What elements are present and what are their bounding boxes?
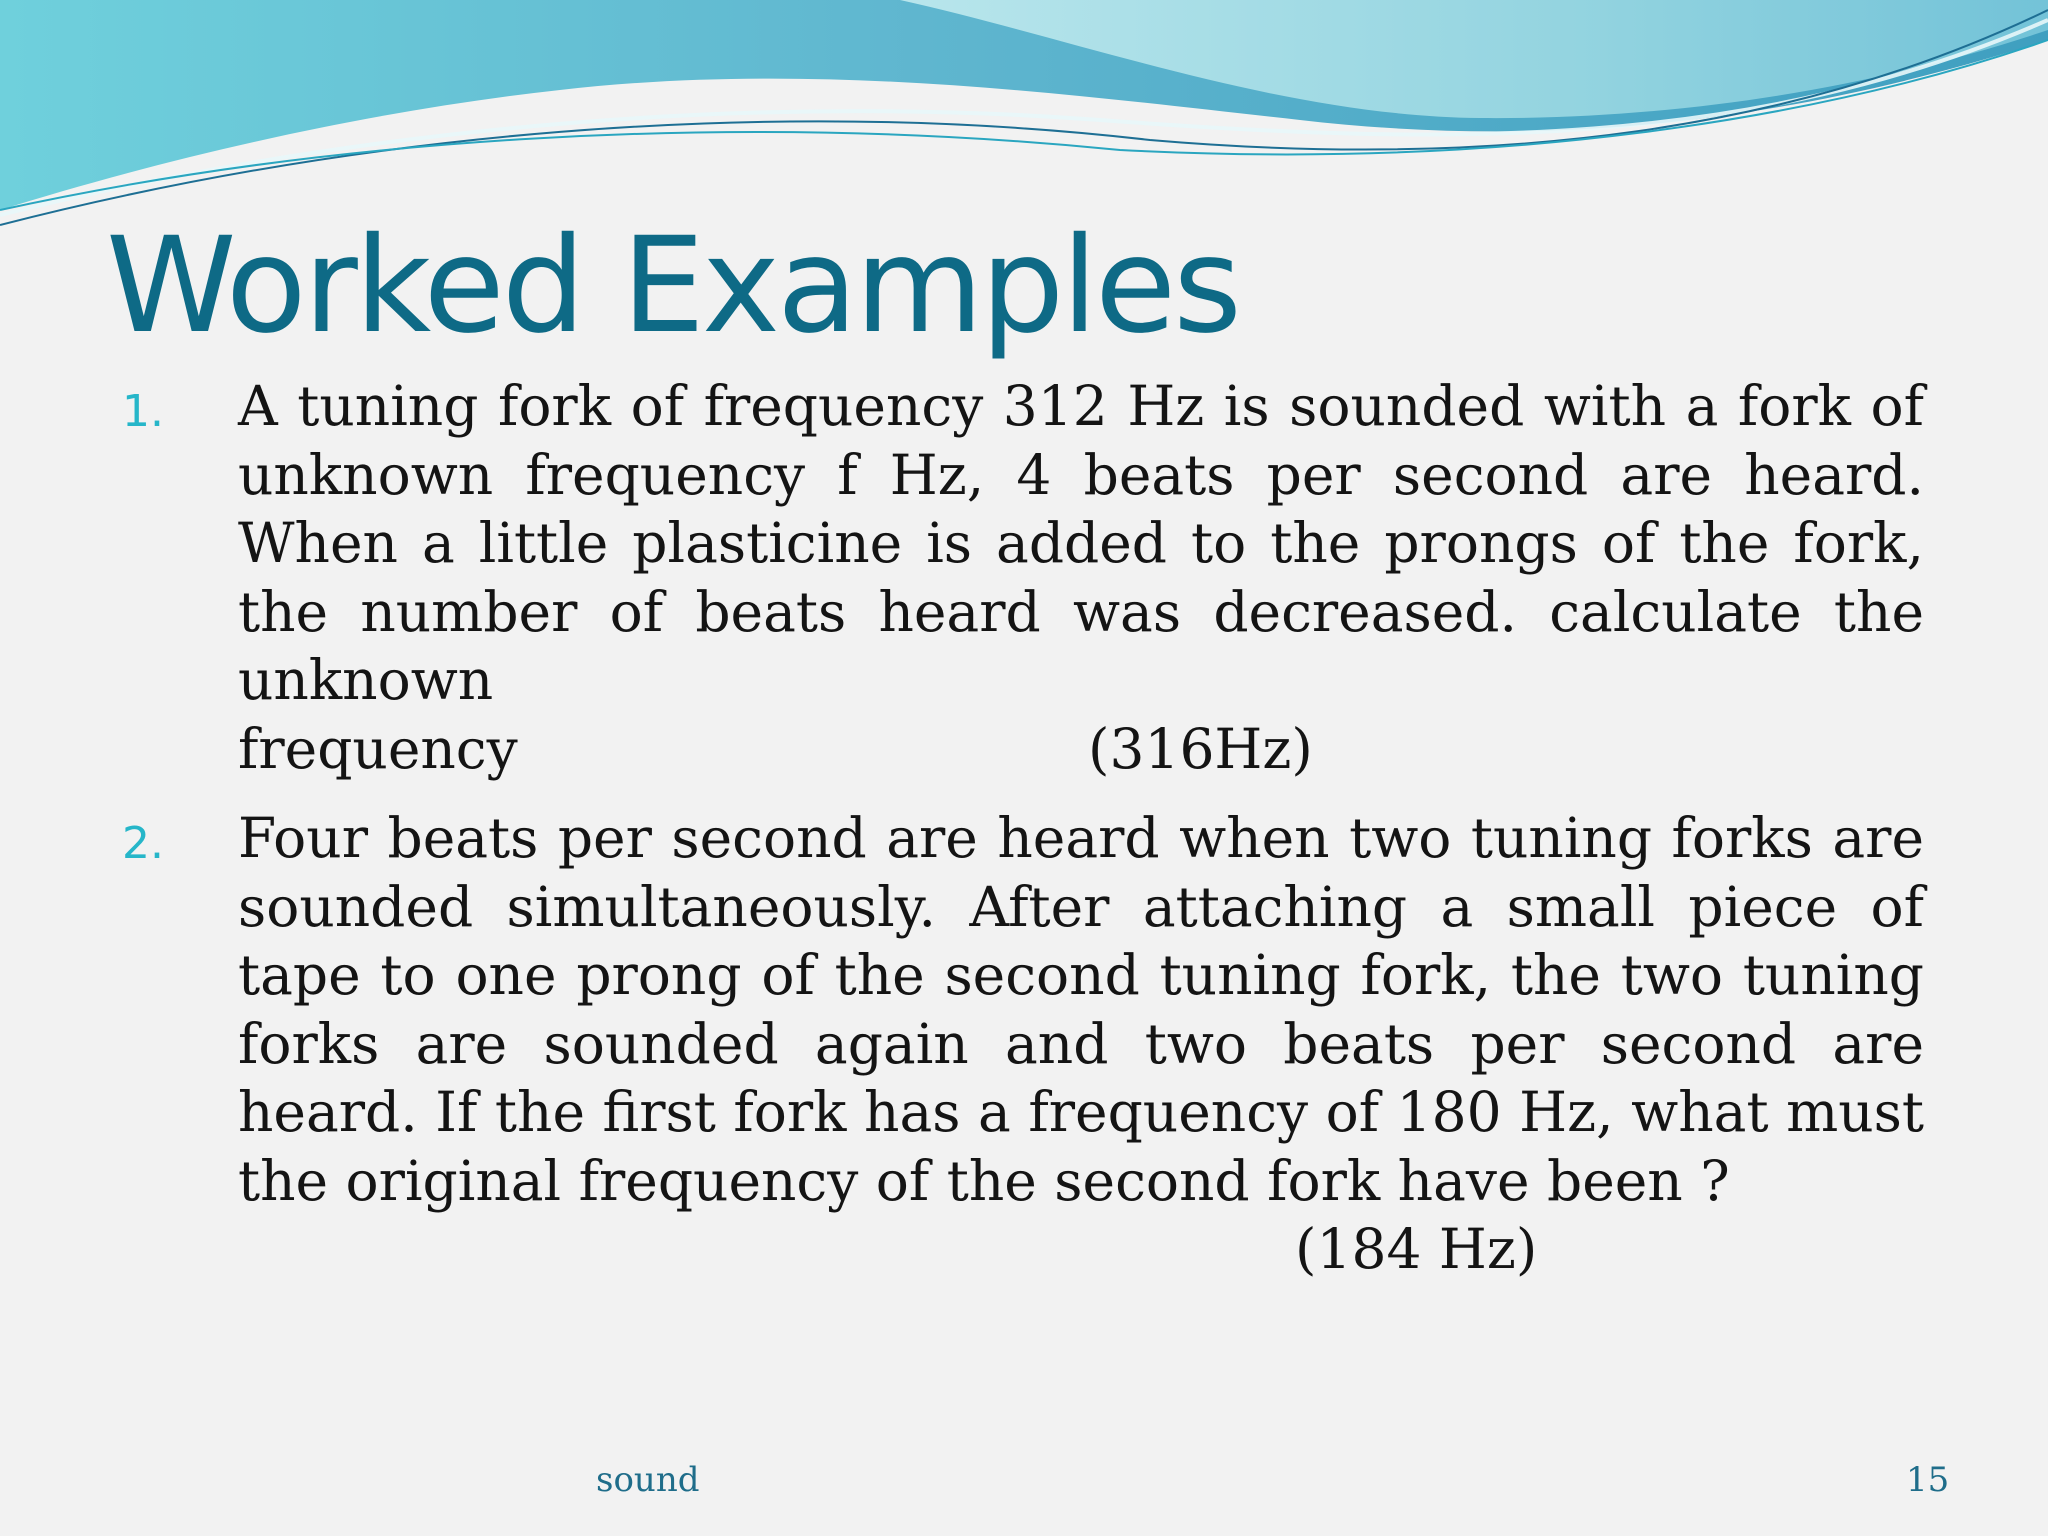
answer-label: (184 Hz) [1295, 1217, 1538, 1281]
list-item-last-line-text: frequency [238, 716, 518, 781]
page-title: Worked Examples [106, 209, 1239, 363]
page-number: 15 [1906, 1460, 1950, 1500]
list-item-text-wrapper [238, 372, 1924, 783]
list-item-number: 2. [122, 818, 164, 869]
list-item-last-line [238, 715, 1924, 784]
list-item-text: A tuning fork of frequency 312 Hz is sounded with a fork of unknown frequency f Hz, 4 beats per second are heard. When a little plasticine is added to the prongs of the fork, the number of beats heard was decreased. calculate the unknown [238, 374, 1924, 712]
list-item-answer-row [238, 1215, 1924, 1284]
list-item-text-wrapper [238, 804, 1924, 1284]
answer-label: (316Hz) [1088, 716, 1313, 781]
footer-label: sound [596, 1460, 700, 1500]
list-item-number: 1. [122, 386, 164, 437]
list-item-text: Four beats per second are heard when two tuning forks are sounded simultaneously. After attaching a small piece of tape to one prong of the second tuning fork, the two tuning forks are sounded again and two beats per second are heard. If the first fork has a frequency of 180 Hz, what must the original frequency of the second fork have been ? [238, 806, 1924, 1213]
